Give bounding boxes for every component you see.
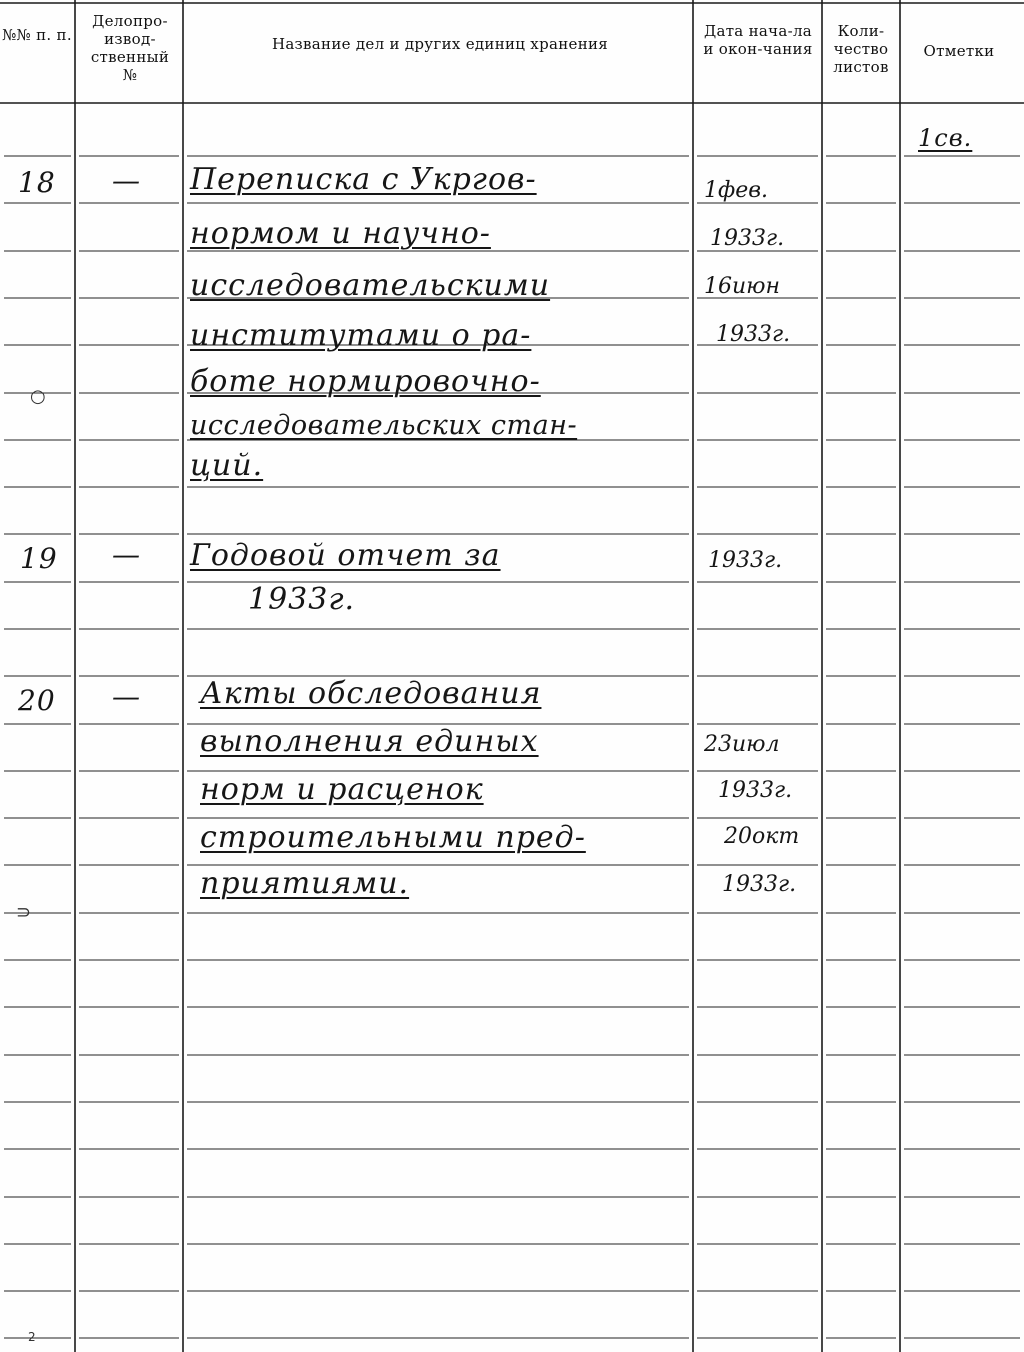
header-title: Название дел и других единиц хранения bbox=[271, 35, 609, 53]
entry-20-date-line: 23июл bbox=[704, 732, 780, 757]
entry-18-title-line: нормом и научно- bbox=[190, 216, 491, 251]
entry-18-date-line: 16июн bbox=[704, 274, 781, 299]
margin-mark: ⊃ bbox=[16, 902, 32, 923]
entry-18-title-line: исследовательскими bbox=[190, 268, 551, 303]
entry-20-date-line: 1933г. bbox=[722, 872, 797, 897]
entry-18-office-no: — bbox=[112, 164, 141, 197]
header-num: №№ п. п. bbox=[2, 26, 72, 44]
entry-19-num: 19 bbox=[20, 542, 58, 575]
entry-20-title-line: Акты обследования bbox=[200, 676, 542, 711]
entry-18-num: 18 bbox=[18, 166, 56, 199]
entry-18-date-line: 1933г. bbox=[710, 226, 785, 251]
entry-20-date-line: 20окт bbox=[724, 824, 800, 849]
entry-20-title-line: норм и расценок bbox=[200, 772, 484, 807]
entry-19-title-line: 1933г. bbox=[248, 582, 356, 617]
entry-18-title-line: институтами о ра- bbox=[190, 318, 532, 353]
entry-18-title-line: ций. bbox=[190, 448, 264, 483]
header-notes: Отметки bbox=[923, 42, 995, 60]
entry-18-date-line: 1фев. bbox=[704, 178, 769, 203]
entry-18-date-line: 1933г. bbox=[716, 322, 791, 347]
entry-20-date-line: 1933г. bbox=[718, 778, 793, 803]
entry-20-num: 20 bbox=[18, 684, 56, 717]
entry-20-title-line: выполнения единых bbox=[200, 724, 539, 759]
header-office-no: Делопро-извод-ственный № bbox=[90, 12, 170, 84]
entry-20-title-line: строительными пред- bbox=[200, 820, 586, 855]
entry-18-title-line: исследовательских стан- bbox=[190, 410, 578, 441]
entry-18-title-line: боте нормировочно- bbox=[190, 364, 541, 399]
entry-20-title-line: приятиями. bbox=[200, 866, 410, 901]
entry-19-title-line: Годовой отчет за bbox=[190, 538, 501, 573]
margin-mark: ○ bbox=[30, 386, 46, 407]
header-sheets: Коли-чество листов bbox=[833, 22, 889, 76]
entry-19-date-line: 1933г. bbox=[708, 548, 783, 573]
top-note: 1св. bbox=[918, 124, 973, 152]
entry-18-title-line: Переписка с Укргов- bbox=[190, 162, 537, 197]
entry-19-office-no: — bbox=[112, 538, 141, 571]
header-dates: Дата нача-ла и окон-чания bbox=[703, 22, 813, 58]
margin-mark: 2 bbox=[28, 1330, 36, 1344]
entry-20-office-no: — bbox=[112, 680, 141, 713]
